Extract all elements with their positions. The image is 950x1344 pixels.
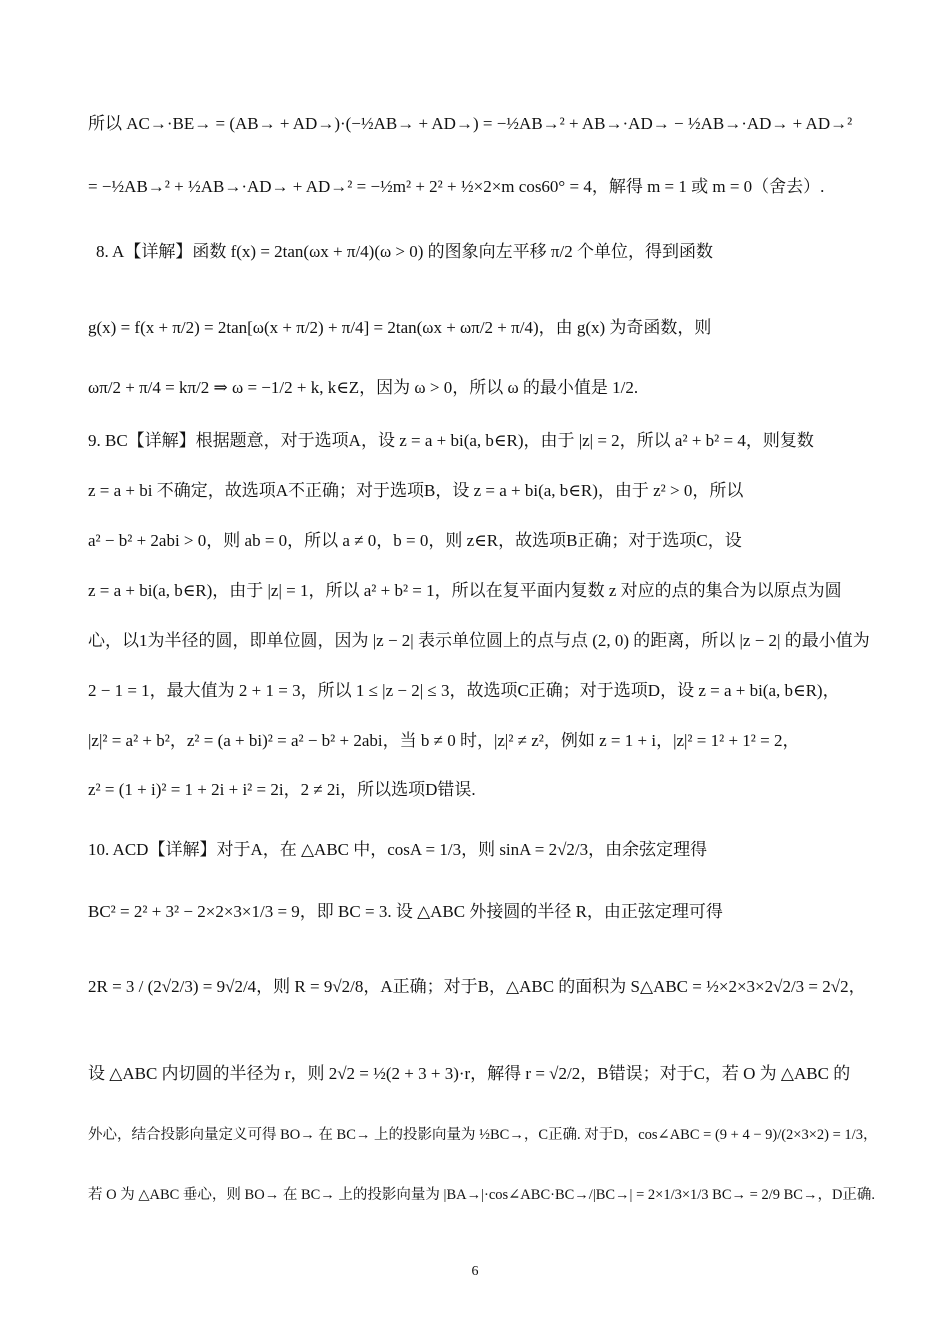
- text-line: a² − b² + 2abi > 0，则 ab = 0，所以 a ≠ 0，b = 0，则 z∈R，故选项B正确；对于选项C，设: [88, 531, 742, 550]
- text-line: 9. BC【详解】根据题意，对于选项A，设 z = a + bi(a, b∈R)，由于 |z| = 2，所以 a² + b² = 4，则复数: [88, 431, 814, 450]
- text-line: g(x) = f(x + π/2) = 2tan[ω(x + π/2) + π/4] = 2tan(ωx + ωπ/2 + π/4)，由 g(x) 为奇函数，则: [88, 318, 712, 337]
- page-number: 6: [471, 1264, 479, 1279]
- text-line: 所以 AC→·BE→ = (AB→ + AD→)·(−½AB→ + AD→) = −½AB→² + AB→·AD→ − ½AB→·AD→ + AD→²: [88, 114, 853, 133]
- text-line: 外心，结合投影向量定义可得 BO→ 在 BC→ 上的投影向量为 ½BC→，C正确. 对于D，cos∠ABC = (9 + 4 − 9)/(2×3×2) = 1/3，: [88, 1127, 878, 1143]
- text-line: 若 O 为 △ABC 垂心，则 BO→ 在 BC→ 上的投影向量为 |BA→|·cos∠ABC·BC→/|BC→| = 2×1/3×1/3 BC→ = 2/9 BC→，D正确.: [88, 1187, 876, 1203]
- text-line: |z|² = a² + b²，z² = (a + bi)² = a² − b² + 2abi，当 b ≠ 0 时，|z|² ≠ z²，例如 z = 1 + i，|z|² = 1² + 1² = 2，: [88, 731, 800, 750]
- text-line: 10. ACD【详解】对于A，在 △ABC 中，cosA = 1/3，则 sinA = 2√2/3，由余弦定理得: [88, 840, 708, 859]
- text-line: 8. A【详解】函数 f(x) = 2tan(ωx + π/4)(ω > 0) 的图象向左平移 π/2 个单位，得到函数: [96, 242, 713, 261]
- text-line: z = a + bi 不确定，故选项A不正确；对于选项B，设 z = a + bi(a, b∈R)，由于 z² > 0，所以: [88, 481, 744, 500]
- text-line: ωπ/2 + π/4 = kπ/2 ⇒ ω = −1/2 + k, k∈Z，因为 ω > 0，所以 ω 的最小值是 1/2.: [88, 378, 639, 397]
- text-line: BC² = 2² + 3² − 2×2×3×1/3 = 9，即 BC = 3. 设 △ABC 外接圆的半径 R，由正弦定理可得: [88, 902, 723, 921]
- text-line: z² = (1 + i)² = 1 + 2i + i² = 2i，2 ≠ 2i，所以选项D错误.: [88, 780, 476, 799]
- text-line: 2R = 3 / (2√2/3) = 9√2/4，则 R = 9√2/8，A正确；对于B，△ABC 的面积为 S△ABC = ½×2×3×2√2/3 = 2√2，: [88, 977, 866, 996]
- text-line: 心，以1为半径的圆，即单位圆，因为 |z − 2| 表示单位圆上的点与点 (2, 0) 的距离，所以 |z − 2| 的最小值为: [88, 631, 870, 650]
- text-line: z = a + bi(a, b∈R)，由于 |z| = 1，所以 a² + b² = 1，所以在复平面内复数 z 对应的点的集合为以原点为圆: [88, 581, 842, 600]
- text-line: 2 − 1 = 1，最大值为 2 + 1 = 3，所以 1 ≤ |z − 2| ≤ 3，故选项C正确；对于选项D，设 z = a + bi(a, b∈R)，: [88, 681, 840, 700]
- text-line: 设 △ABC 内切圆的半径为 r，则 2√2 = ½(2 + 3 + 3)·r，解得 r = √2/2，B错误；对于C，若 O 为 △ABC 的: [88, 1064, 851, 1083]
- text-line: = −½AB→² + ½AB→·AD→ + AD→² = −½m² + 2² + ½×2×m cos60° = 4，解得 m = 1 或 m = 0（舍去）.: [88, 177, 825, 196]
